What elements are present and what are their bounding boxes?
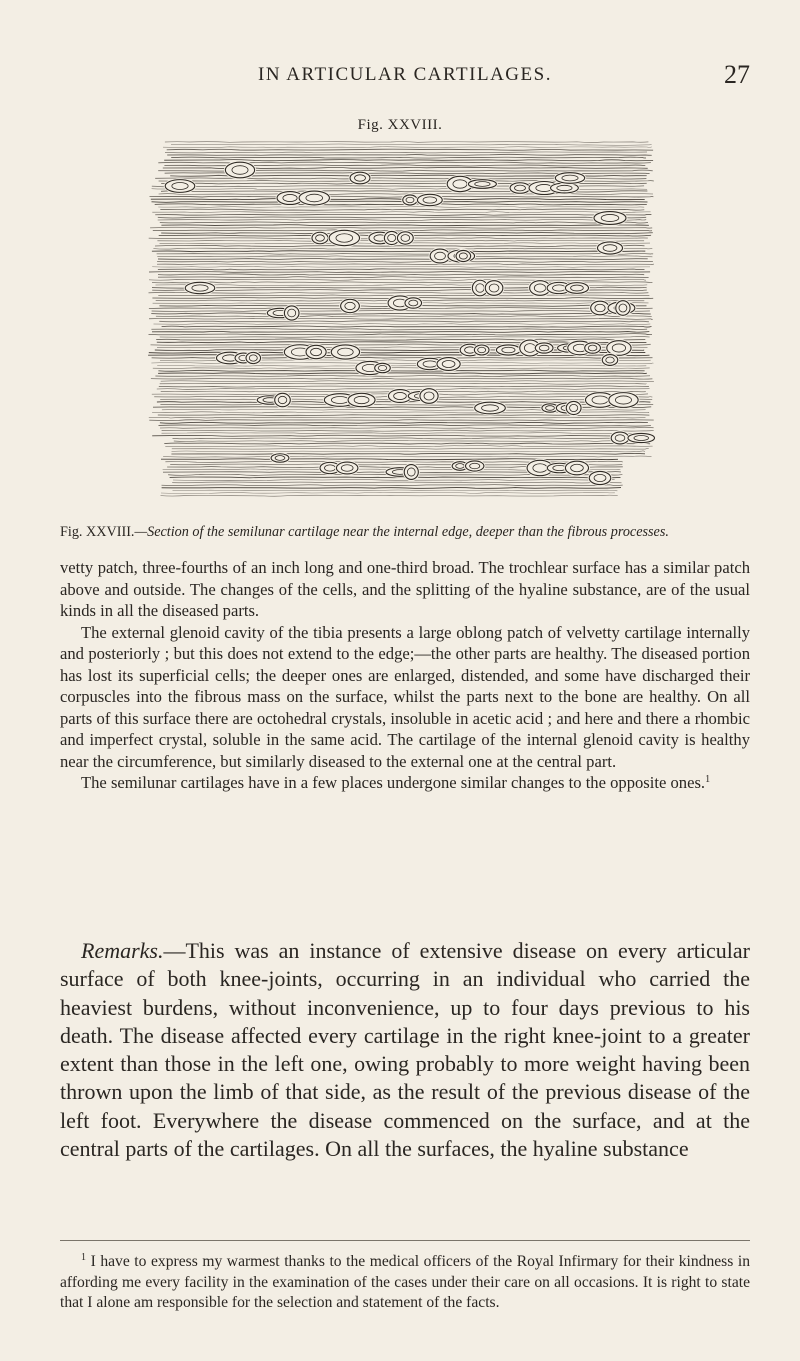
footnote <box>60 1252 750 1314</box>
footnote-paragraph <box>60 1252 750 1314</box>
footnote-reference: 1 <box>705 774 711 785</box>
paragraph-semilunar <box>60 772 750 794</box>
running-head <box>60 62 750 92</box>
page-number: 27 <box>724 60 750 89</box>
figure-label: Fig. XXVIII. <box>357 117 443 133</box>
remarks-paragraph <box>60 937 750 1163</box>
paragraph-text: The semilunar cartilages have in a few places undergone similar changes to the opposite ones. <box>81 773 706 792</box>
engraving-illustration <box>140 138 660 500</box>
cartilage-section-engraving <box>140 138 660 500</box>
caption-number: Fig. XXVIII. <box>60 524 135 540</box>
footnote-text: I have to express my warmest thanks to the medical officers of the Royal Infirmary for their kindness in affording me every facility in the examination of the cases under their care on all occasions. It is right to state that I alone am responsible for the selection and statement of the facts. <box>60 1253 750 1311</box>
figure-caption <box>60 523 750 541</box>
footnote-divider <box>60 1240 750 1241</box>
running-title: IN ARTICULAR CARTILAGES. <box>258 64 552 85</box>
paragraph: The external glenoid cavity of the tibia presents a large oblong patch of velvetty cartilage internally and posteriorly ; but this does not extend to the edge;—the other parts are healthy. The diseased portion has lost its superficial cells; the deeper ones are enlarged, distended, and some have discharged their corpuscles into the fibrous mass on the surface, whilst the parts next to the bone are healthy. On all parts of this surface there are octohedral crystals, insoluble in acetic acid ; and here and there a rhombic and imperfect crystal, soluble in the same acid. The cartilage of the internal glenoid cavity is healthy near the circumference, but similarly diseased to the external one at the central part. <box>60 622 750 771</box>
paragraph: vetty patch, three-fourths of an inch long and one-third broad. The trochlear surface has a similar patch above and outside. The changes of the cells, and the splitting of the hyaline substance, are of the usual kinds in all the diseased parts. <box>60 558 750 620</box>
remarks-section <box>60 937 750 1163</box>
body-text-small <box>60 557 750 794</box>
footnote-mark: 1 <box>81 1252 86 1263</box>
remarks-text: —This was an instance of extensive disease on every articular surface of both knee-joints, occurring in an individual who carried the heaviest burdens, without inconvenience, up to four days previous to his death. The disease affected every cartilage in the right knee-joint to a greater extent than those in the left one, owing probably to more weight having been thrown upon the limb of that side, as the result of the previous disease of the left foot. Everywhere the disease commenced on the surface, and at the central parts of the cartilages. On all the surfaces, the hyaline substance <box>60 938 750 1162</box>
caption-text: —Section of the semilunar cartilage near the internal edge, deeper than the fibrous processes. <box>134 524 669 540</box>
remarks-heading: Remarks. <box>81 938 164 963</box>
